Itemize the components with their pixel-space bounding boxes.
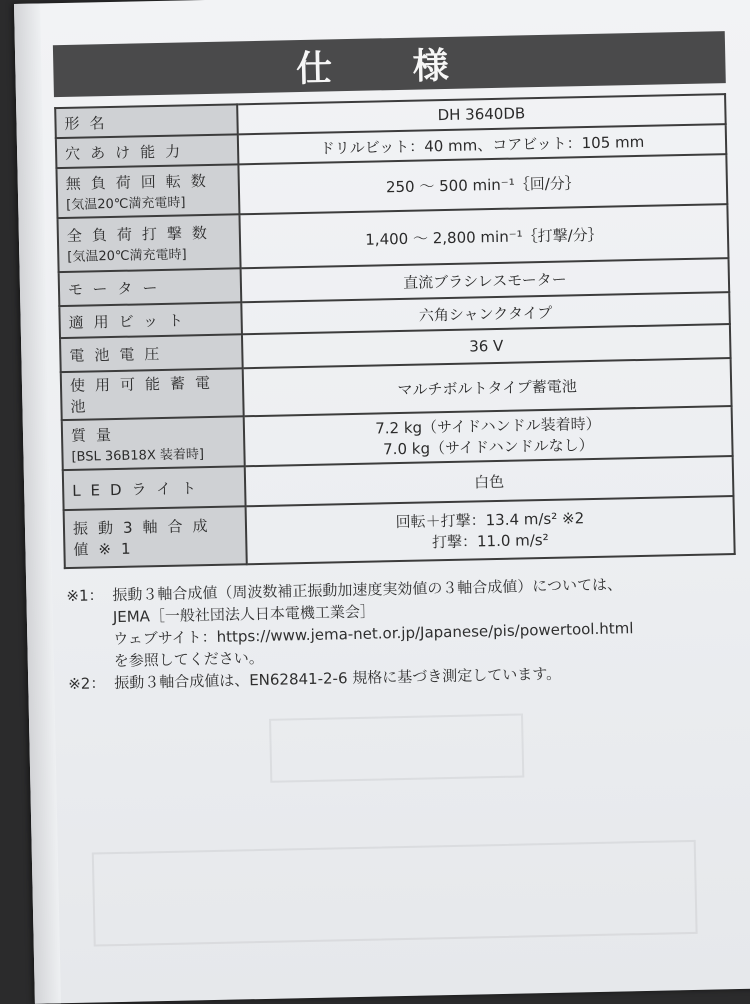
spec-value-line: 36 V — [469, 336, 504, 356]
spec-label-condition: [気温20℃満充電時] — [67, 247, 187, 265]
spec-label — [61, 368, 244, 420]
spec-value-line: 7.0 kg（サイドハンドルなし） — [382, 435, 594, 459]
spec-value-line: 六角シャンクタイプ — [418, 303, 553, 325]
spec-label — [55, 104, 238, 138]
spec-label-text: 振動3軸合成値※1 — [72, 516, 218, 559]
footnote-line: 振動３軸合成値（周波数補正振動加速度実効値の３軸合成値）については、 — [112, 575, 623, 605]
spec-label-text: 全負荷打撃数 — [66, 223, 218, 245]
spec-label — [62, 416, 245, 470]
spec-value-line: 回転＋打撃：13.4 m/s² ※2 — [395, 509, 585, 532]
footnote-body — [112, 571, 738, 672]
show-through-ghost — [92, 840, 698, 947]
footnote-line: を参照してください。 — [113, 648, 264, 671]
spec-value-line: 白色 — [473, 472, 505, 491]
spec-label-text: 穴あけ能力 — [64, 141, 191, 163]
spec-label-text: 電池電圧 — [69, 344, 170, 365]
spec-value — [246, 496, 735, 564]
footnotes — [66, 571, 738, 695]
spec-label — [56, 134, 239, 168]
spec-label — [64, 506, 247, 568]
spec-value-line: 250 ～ 500 min⁻¹｛回/分｝ — [385, 173, 580, 196]
spec-label — [59, 302, 242, 338]
footnote-line: JEMA［一般社団法人日本電機工業会］ — [112, 602, 376, 627]
show-through-ghost — [269, 713, 524, 782]
spec-label-condition: [BSL 36B18X 装着時] — [71, 447, 205, 465]
spec-label-text: LEDライト — [72, 478, 207, 500]
spec-value-line: 7.2 kg（サイドハンドル装着時） — [375, 414, 601, 438]
spec-label-text: 無負荷回転数 — [65, 171, 216, 193]
spec-label-text: 使用可能蓄電池 — [69, 373, 221, 416]
page-title: 仕 様 — [53, 31, 726, 97]
spec-value-line: 1,400 ～ 2,800 min⁻¹｛打撃/分｝ — [365, 225, 603, 249]
spec-value-line: DH 3640DB — [437, 104, 526, 125]
spec-value-line: 打撃：11.0 m/s² — [431, 530, 549, 552]
spec-label — [60, 334, 243, 372]
spec-value-line: ドリルビット：40 mm、コアビット：105 mm — [319, 132, 645, 158]
footnote-mark: ※2： — [68, 674, 106, 694]
spec-label-text: 適用ビット — [68, 310, 194, 332]
spec-label — [56, 164, 239, 218]
spec-label-text: 形名 — [64, 113, 115, 133]
spec-label — [59, 268, 242, 306]
spec-label — [57, 214, 240, 272]
page-fold-shadow — [14, 3, 61, 1003]
footnote-line: 振動３軸合成値は、EN62841-2-6 規格に基づき測定しています。 — [114, 664, 562, 693]
spec-table — [54, 93, 736, 569]
footnote-line: ウェブサイト：https://www.jema-net.or.jp/Japanese/pis/powertool.html — [113, 619, 634, 649]
manual-page — [14, 0, 750, 1004]
spec-label — [63, 466, 246, 510]
footnote-mark: ※1： — [66, 586, 104, 606]
footnote — [66, 571, 738, 673]
spec-label-condition: [気温20℃満充電時] — [66, 195, 186, 213]
spec-value-line: 直流ブラシレスモーター — [402, 269, 567, 292]
spec-label-text: 質量 — [70, 425, 122, 445]
spec-value-line: マルチボルトタイプ蓄電池 — [397, 376, 577, 399]
spec-label-text: モーター — [67, 278, 168, 299]
